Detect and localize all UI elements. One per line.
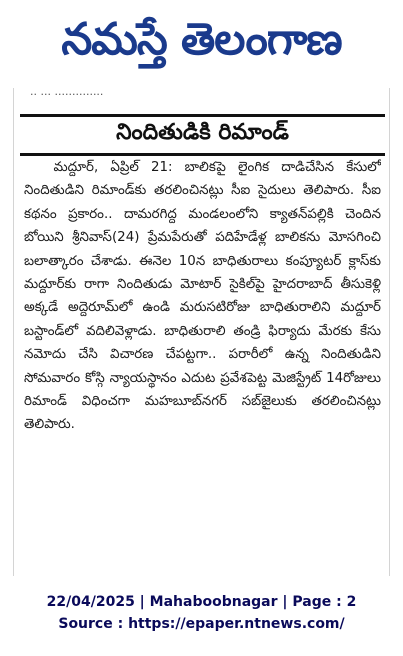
headline-box — [20, 114, 385, 156]
article-headline: నిందితుడికి రిమాండ్ — [116, 120, 289, 145]
newspaper-masthead — [0, 0, 403, 80]
article-body: మద్దూర్, ఏప్రిల్ 21: బాలికపై లైంగిక దాడిచేసిన కేసులో నిందితుడిని రిమాండ్‌కు తరలించినట్లు సీఐ సైదులు తెలిపారు. సీఐ కథనం ప్రకారం.. దామరగిద్ద మండలంలోని క్యాతన్‌పల్లికి చెందిన బోయిని శ్రీనివాస్(24) ప్రేమపేరుతో పదిహేడేళ్ల బాలికను మోసగించి బలాత్కారం చేశాడు. ఈనెల 10న బాధితురాలు కంప్యూటర్ క్లాస్‌కు మద్దూర్‌కు రాగా నిందితుడు మోటార్ సైకిల్‌పై హైదరాబాద్ తీసుకెళ్లి అక్కడే అద్దెరూమ్‌లో ఉండి మరుసటిరోజు బాధితురాలిని మద్దూర్ బస్టాండ్‌లో వదిలివెళ్లాడు. బాధితురాలి తండ్రి ఫిర్యాదు మేరకు కేసు నమోదు చేసి విచారణ చేపట్టగా.. పరారీలో ఉన్న నిందితుడిని సోమవారం కోస్గి న్యాయస్థానం ఎదుట ప్రవేశపెట్ట మెజిస్ట్రేట్ 14రోజులు రిమాండ్ విధించగా మహబూబ్‌నగర్ సబ్‌జైలుకు తరలించినట్లు తెలిపారు. — [24, 160, 381, 433]
footer-source-line: Source : https://epaper.ntnews.com/ — [58, 616, 345, 632]
masthead-title: నమస్తే తెలంగాణ — [61, 14, 342, 65]
footer-date-line: 22/04/2025 | Mahaboobnagar | Page : 2 — [46, 594, 357, 610]
previous-article-fragment: ·· ··· ·············· — [30, 90, 104, 100]
